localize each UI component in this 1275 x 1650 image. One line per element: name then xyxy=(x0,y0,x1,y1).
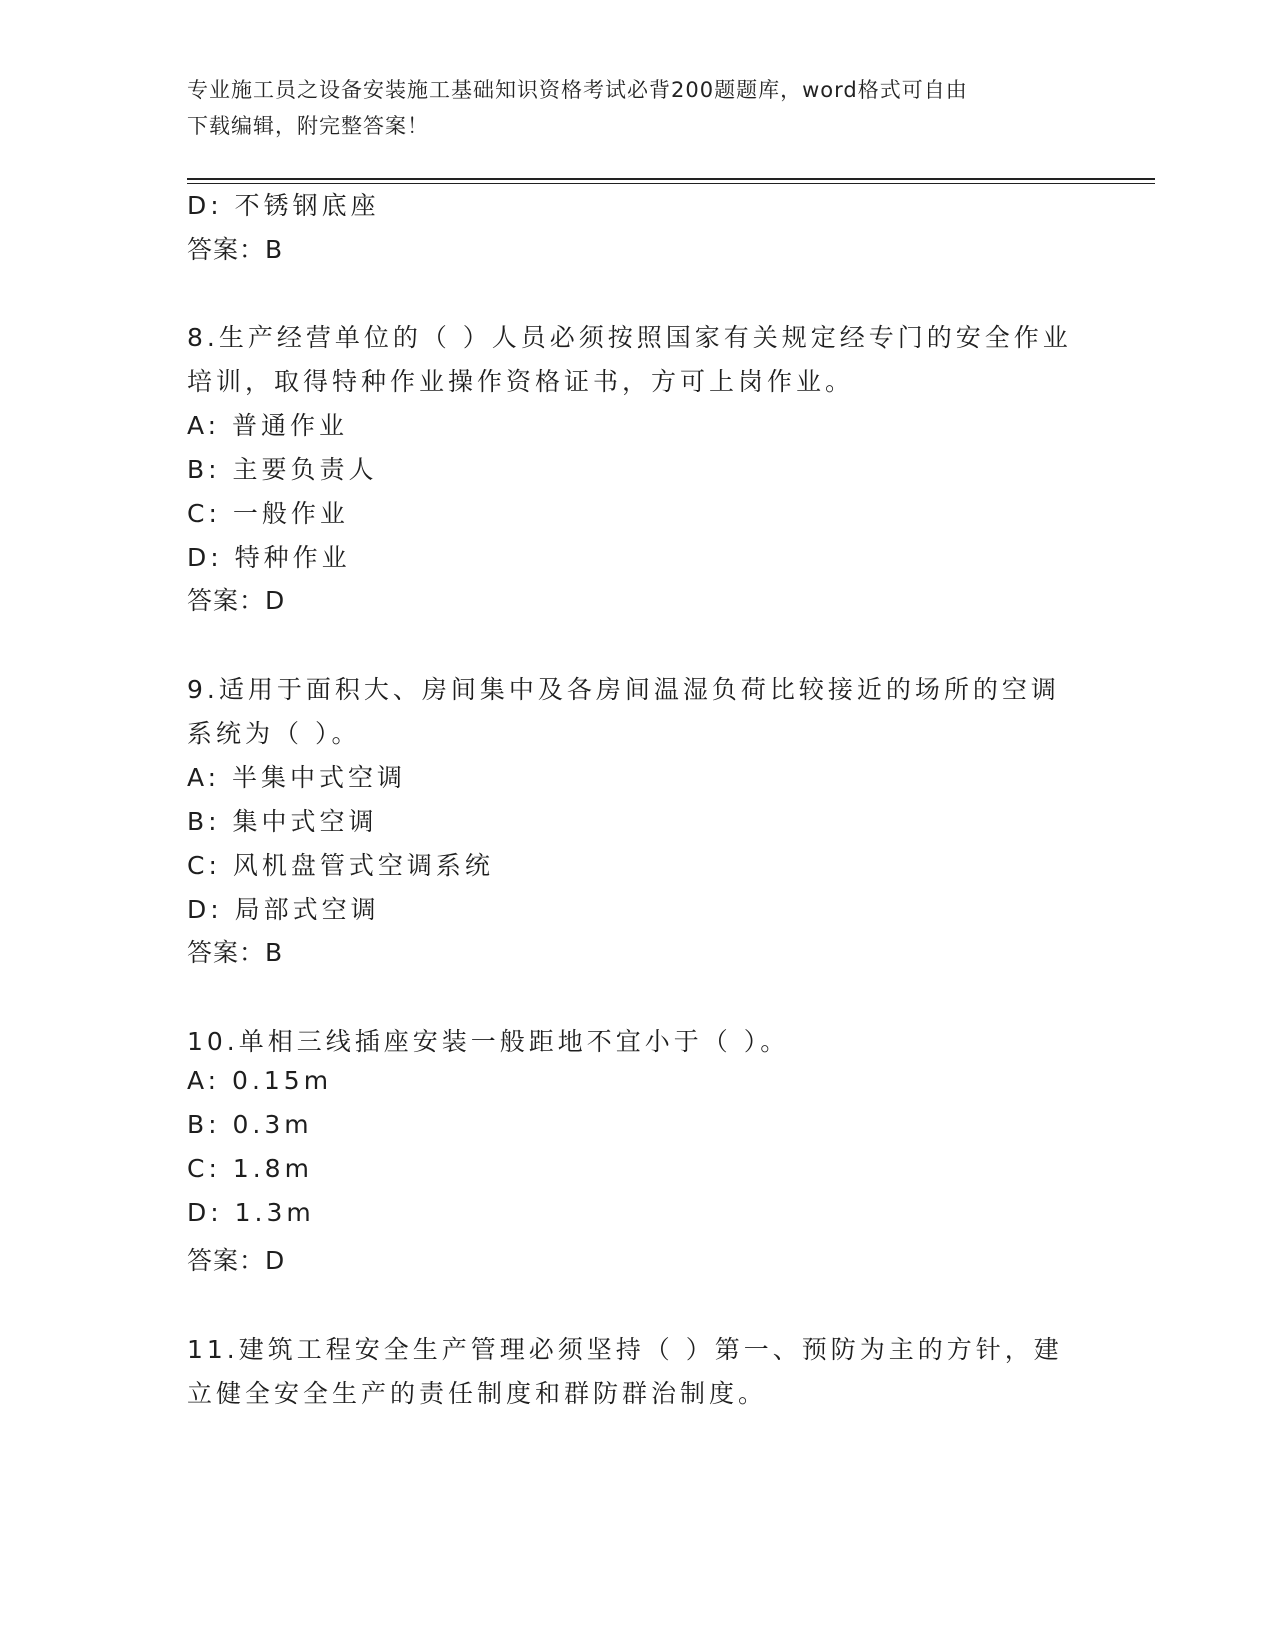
q8-answer: 答案：D xyxy=(187,586,286,615)
header-line-2: 下载编辑，附完整答案！ xyxy=(187,114,429,138)
header-line-1: 专业施工员之设备安装施工基础知识资格考试必背200题题库，word格式可自由 xyxy=(187,78,968,102)
header-rule-thin xyxy=(187,183,1155,184)
q10-option-d: D: 1.3m xyxy=(187,1198,315,1227)
q10-option-c: C: 1.8m xyxy=(187,1154,313,1183)
q9-stem-line-2: 系统为（ ）。 xyxy=(187,719,361,748)
prev-option-d: D: 不锈钢底座 xyxy=(187,191,380,220)
q8-option-a: A: 普通作业 xyxy=(187,411,349,440)
prev-answer: 答案：B xyxy=(187,235,284,264)
q8-stem-line-1: 8.生产经营单位的（ ）人员必须按照国家有关规定经专门的安全作业 xyxy=(187,323,1072,352)
q11-stem-line-1: 11.建筑工程安全生产管理必须坚持（ ）第一、预防为主的方针，建 xyxy=(187,1335,1063,1364)
q10-stem-line-1: 10.单相三线插座安装一般距地不宜小于（ ）。 xyxy=(187,1027,790,1056)
q8-option-d: D: 特种作业 xyxy=(187,543,351,572)
q10-answer: 答案：D xyxy=(187,1246,286,1275)
q8-option-b: B: 主要负责人 xyxy=(187,455,378,484)
q8-stem-line-2: 培训，取得特种作业操作资格证书，方可上岗作业。 xyxy=(187,367,855,396)
document-header xyxy=(187,72,1067,144)
header-rule-thick xyxy=(187,178,1155,180)
q9-option-a: A: 半集中式空调 xyxy=(187,763,407,792)
q9-stem-line-1: 9.适用于面积大、房间集中及各房间温湿负荷比较接近的场所的空调 xyxy=(187,675,1060,704)
q9-option-c: C: 风机盘管式空调系统 xyxy=(187,851,494,880)
q9-option-b: B: 集中式空调 xyxy=(187,807,378,836)
q9-answer: 答案：B xyxy=(187,938,284,967)
q10-option-a: A: 0.15m xyxy=(187,1066,333,1095)
q8-option-c: C: 一般作业 xyxy=(187,499,349,528)
q11-stem-line-2: 立健全安全生产的责任制度和群防群治制度。 xyxy=(187,1379,768,1408)
q9-option-d: D: 局部式空调 xyxy=(187,895,380,924)
q10-option-b: B: 0.3m xyxy=(187,1110,313,1139)
